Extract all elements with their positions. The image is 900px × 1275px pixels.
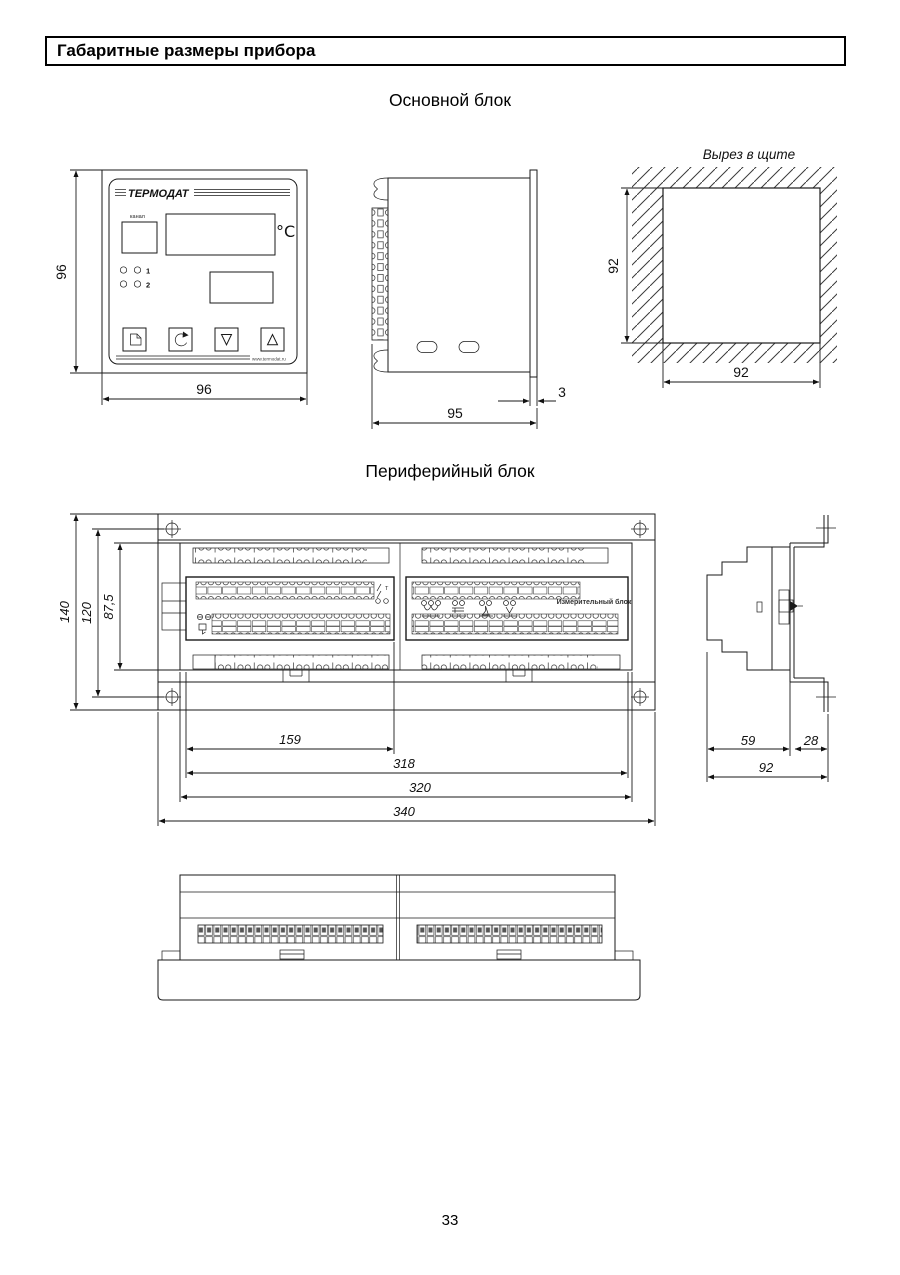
dim-28: 28 <box>803 733 819 748</box>
measuring-block-label: Измерительный блок <box>556 599 632 606</box>
dim-318: 318 <box>393 756 415 771</box>
cycle-button <box>169 328 192 351</box>
front-panel-buttons <box>123 328 284 351</box>
main-display <box>166 214 275 255</box>
dim-width-label: 96 <box>196 381 212 397</box>
cutout-dim-width: 92 <box>733 364 749 380</box>
bottom-terminal-row-right <box>417 925 602 943</box>
peripheral-side-view <box>707 515 836 782</box>
main-front-view <box>53 170 307 405</box>
brand-text: ТЕРМОДАТ <box>128 188 189 200</box>
down-triangle-icon <box>222 335 232 345</box>
led-indicators <box>120 267 150 290</box>
website-label: www.termodat.ru <box>252 356 286 362</box>
commutation-module-panel <box>186 577 394 640</box>
section-header-title: Габаритные размеры прибора <box>57 41 316 60</box>
dim-140: 140 <box>57 601 72 623</box>
bottom-latch <box>374 350 388 372</box>
main-block-title: Основной блок <box>388 90 512 110</box>
page-button-icon <box>131 334 142 345</box>
module-profile <box>707 547 790 670</box>
channel-display <box>122 222 157 253</box>
dim-87-5: 87,5 <box>101 594 116 620</box>
channel-label: канал <box>130 214 145 220</box>
dim-92: 92 <box>758 760 774 775</box>
cutout-square <box>663 188 820 343</box>
base-plate <box>158 960 640 1000</box>
dim-340: 340 <box>393 804 415 819</box>
led-row2-label: 2 <box>146 280 151 290</box>
page-number: 33 <box>441 1212 459 1229</box>
cutout-title: Вырез в щите <box>702 147 796 162</box>
dim-59: 59 <box>740 733 756 748</box>
page-button <box>123 328 146 351</box>
secondary-display <box>210 272 273 303</box>
cycle-arrow-icon <box>175 332 188 346</box>
dim-120: 120 <box>79 602 94 624</box>
dim-depth-label: 95 <box>447 405 463 421</box>
up-triangle-icon <box>268 335 278 345</box>
bottom-terminal-row-left <box>198 925 383 943</box>
down-button <box>215 328 238 351</box>
peripheral-front-view <box>57 514 655 826</box>
mounting-slot <box>417 342 437 353</box>
temp-unit-label: °C <box>276 222 296 241</box>
dim-159: 159 <box>279 732 301 747</box>
dim-320: 320 <box>409 780 431 795</box>
bottom-clips <box>162 950 633 960</box>
switch-symbol <box>376 584 389 603</box>
bottom-body <box>180 875 615 960</box>
led-row1-label: 1 <box>146 266 151 276</box>
measuring-module-panel <box>406 577 632 640</box>
dim-bezel-label: 3 <box>558 384 566 400</box>
front-bezel <box>530 170 537 377</box>
mounting-slot <box>459 342 479 353</box>
sensor-symbols <box>422 601 518 617</box>
brand-logo <box>115 188 290 200</box>
din-rail-bracket <box>790 515 836 712</box>
peripheral-side-dimensions <box>707 652 828 782</box>
up-button <box>261 328 284 351</box>
peripheral-bottom-view <box>158 875 640 1000</box>
main-front-dimensions <box>53 170 307 405</box>
main-side-view <box>372 170 566 429</box>
cutout-dim-height: 92 <box>605 258 621 274</box>
bottom-clips <box>283 670 532 682</box>
peripheral-vertical-dimensions <box>57 514 180 710</box>
din-clip-left <box>162 583 186 630</box>
dim-height-label: 96 <box>53 264 69 280</box>
io-icons <box>197 614 210 634</box>
terminal-strip <box>372 208 388 340</box>
switch-label: T <box>385 586 389 592</box>
top-latch <box>374 178 388 200</box>
panel-cutout-view <box>605 147 837 388</box>
peripheral-block-title: Периферийный блок <box>365 461 535 481</box>
fixing-screw <box>757 590 803 624</box>
